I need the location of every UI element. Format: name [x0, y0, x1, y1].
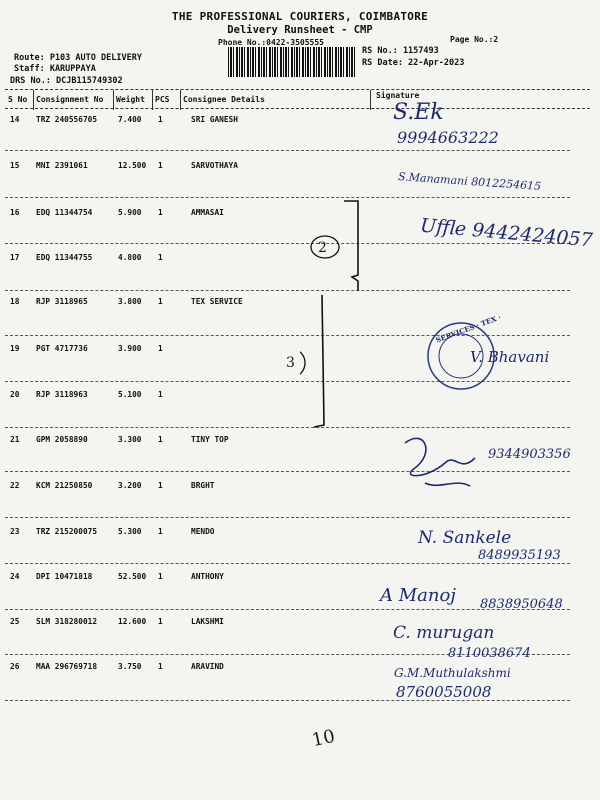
circled-number: 3	[286, 355, 295, 371]
sheet-title: Delivery Runsheet - CMP	[227, 24, 373, 36]
row-consignee: LAKSHMI	[191, 617, 224, 626]
row-weight: 3.800	[118, 297, 142, 306]
row-weight: 5.900	[118, 208, 142, 217]
row-separator	[5, 197, 570, 198]
bracket-marks	[300, 195, 380, 440]
row-separator	[5, 517, 570, 518]
row-consignee: ANTHONY	[191, 572, 224, 581]
row-consignee: TINY TOP	[191, 435, 229, 444]
row-pcs: 1	[158, 253, 163, 262]
col-divider	[113, 90, 114, 110]
barcode-image	[228, 47, 356, 77]
row-consignee: MENDO	[191, 527, 215, 536]
row-weight: 12.500	[118, 161, 147, 170]
row-consignee: SRI GANESH	[191, 115, 238, 124]
row-consignment: GPM 2058890	[36, 435, 88, 444]
row-consignment: MNI 2391061	[36, 161, 88, 170]
row-weight: 5.300	[118, 527, 142, 536]
row-sno: 16	[10, 208, 20, 217]
stamp-text: SERVICES · TEX ·	[434, 312, 503, 345]
row-pcs: 1	[158, 481, 163, 490]
row-consignment: TRZ 240556705	[36, 115, 98, 124]
row-weight: 3.300	[118, 435, 142, 444]
row-sno: 21	[10, 435, 20, 444]
row-pcs: 1	[158, 115, 163, 124]
row-pcs: 1	[158, 208, 163, 217]
row-pcs: 1	[158, 617, 163, 626]
signature-24: A Manoj	[380, 585, 456, 606]
row-sno: 25	[10, 617, 20, 626]
row-pcs: 1	[158, 297, 163, 306]
row-separator	[5, 290, 570, 291]
row-sno: 17	[10, 253, 20, 262]
phone-26: 8760055008	[396, 683, 492, 701]
route-info: Route: P103 AUTO DELIVERY	[14, 53, 142, 63]
row-sno: 24	[10, 572, 20, 581]
row-pcs: 1	[158, 344, 163, 353]
row-consignment: RJP 3118963	[36, 390, 88, 399]
row-weight: 52.500	[118, 572, 147, 581]
row-separator	[5, 563, 570, 564]
circled-number: 2	[318, 240, 327, 256]
row-pcs: 1	[158, 572, 163, 581]
signature-25: C. murugan	[393, 623, 495, 643]
phone-25: 8110038674	[448, 646, 531, 661]
signature-26: G.M.Muthulakshmi	[394, 666, 511, 680]
signature-15: S.Manamani 8012254615	[397, 170, 542, 193]
row-sno: 14	[10, 115, 20, 124]
col-divider	[33, 90, 34, 110]
row-pcs: 1	[158, 435, 163, 444]
signature-21-scribble	[395, 428, 490, 503]
row-pcs: 1	[158, 527, 163, 536]
page-number: Page No.:2	[450, 35, 499, 44]
row-consignment: KCM 21250850	[36, 481, 93, 490]
row-weight: 7.400	[118, 115, 142, 124]
row-separator	[5, 150, 570, 151]
row-sno: 26	[10, 662, 20, 671]
col-pcs: PCS	[155, 95, 170, 104]
header-rule-top	[5, 89, 590, 90]
row-sno: 20	[10, 390, 20, 399]
row-consignee: AMMASAI	[191, 208, 224, 217]
row-consignee: SARVOTHAYA	[191, 161, 238, 170]
row-consignment: SLM 318280012	[36, 617, 98, 626]
phone-14: 9994663222	[397, 128, 499, 147]
col-divider	[180, 90, 181, 110]
col-consignment: Consignment No	[36, 95, 104, 104]
row-sno: 23	[10, 527, 20, 536]
col-divider	[152, 90, 153, 110]
row-pcs: 1	[158, 390, 163, 399]
row-consignment: MAA 296769718	[36, 662, 98, 671]
phone-24: 8838950648	[480, 597, 563, 612]
row-weight: 12.600	[118, 617, 147, 626]
row-consignee: BRGHT	[191, 481, 215, 490]
row-consignment: TRZ 215200075	[36, 527, 98, 536]
row-separator	[5, 243, 570, 244]
row-consignment: EDQ 11344754	[36, 208, 93, 217]
page-mark: 10	[310, 725, 337, 752]
phone-21: 9344903356	[488, 447, 571, 462]
row-consignment: EDQ 11344755	[36, 253, 93, 262]
row-weight: 3.200	[118, 481, 142, 490]
col-sno: S No	[8, 95, 28, 104]
company-title: THE PROFESSIONAL COURIERS, COIMBATORE	[171, 10, 429, 23]
col-divider	[370, 90, 371, 110]
rs-date: RS Date: 22-Apr-2023	[362, 58, 465, 68]
phone-number: Phone No.:0422-3505555	[218, 38, 324, 47]
row-weight: 5.100	[118, 390, 142, 399]
signature-16: Uffle 9442424057	[419, 214, 594, 252]
col-signature: Signature	[376, 91, 420, 100]
row-sno: 18	[10, 297, 20, 306]
header-rule-bottom	[5, 108, 590, 109]
drs-number: DRS No.: DCJB115749302	[10, 76, 123, 86]
row-weight: 3.750	[118, 662, 142, 671]
row-sno: 19	[10, 344, 20, 353]
row-weight: 4.800	[118, 253, 142, 262]
row-pcs: 1	[158, 662, 163, 671]
signature-14: S.Ek	[393, 100, 444, 125]
col-consignee: Consignee Details	[183, 95, 265, 104]
staff-info: Staff: KARUPPAYA	[14, 64, 96, 74]
row-consignee: TEX SERVICE	[191, 297, 243, 306]
phone-23: 8489935193	[478, 548, 561, 563]
row-sno: 22	[10, 481, 20, 490]
row-consignment: DPI 10471818	[36, 572, 93, 581]
col-weight: Weight	[116, 95, 145, 104]
row-pcs: 1	[158, 161, 163, 170]
signature-18: V. Bhavani	[470, 348, 550, 366]
row-sno: 15	[10, 161, 20, 170]
row-consignee: ARAVIND	[191, 662, 224, 671]
row-weight: 3.900	[118, 344, 142, 353]
row-consignment: RJP 3118965	[36, 297, 88, 306]
signature-23: N. Sankele	[418, 528, 512, 548]
row-consignment: PGT 4717736	[36, 344, 88, 353]
rs-number: RS No.: 1157493	[362, 46, 439, 56]
